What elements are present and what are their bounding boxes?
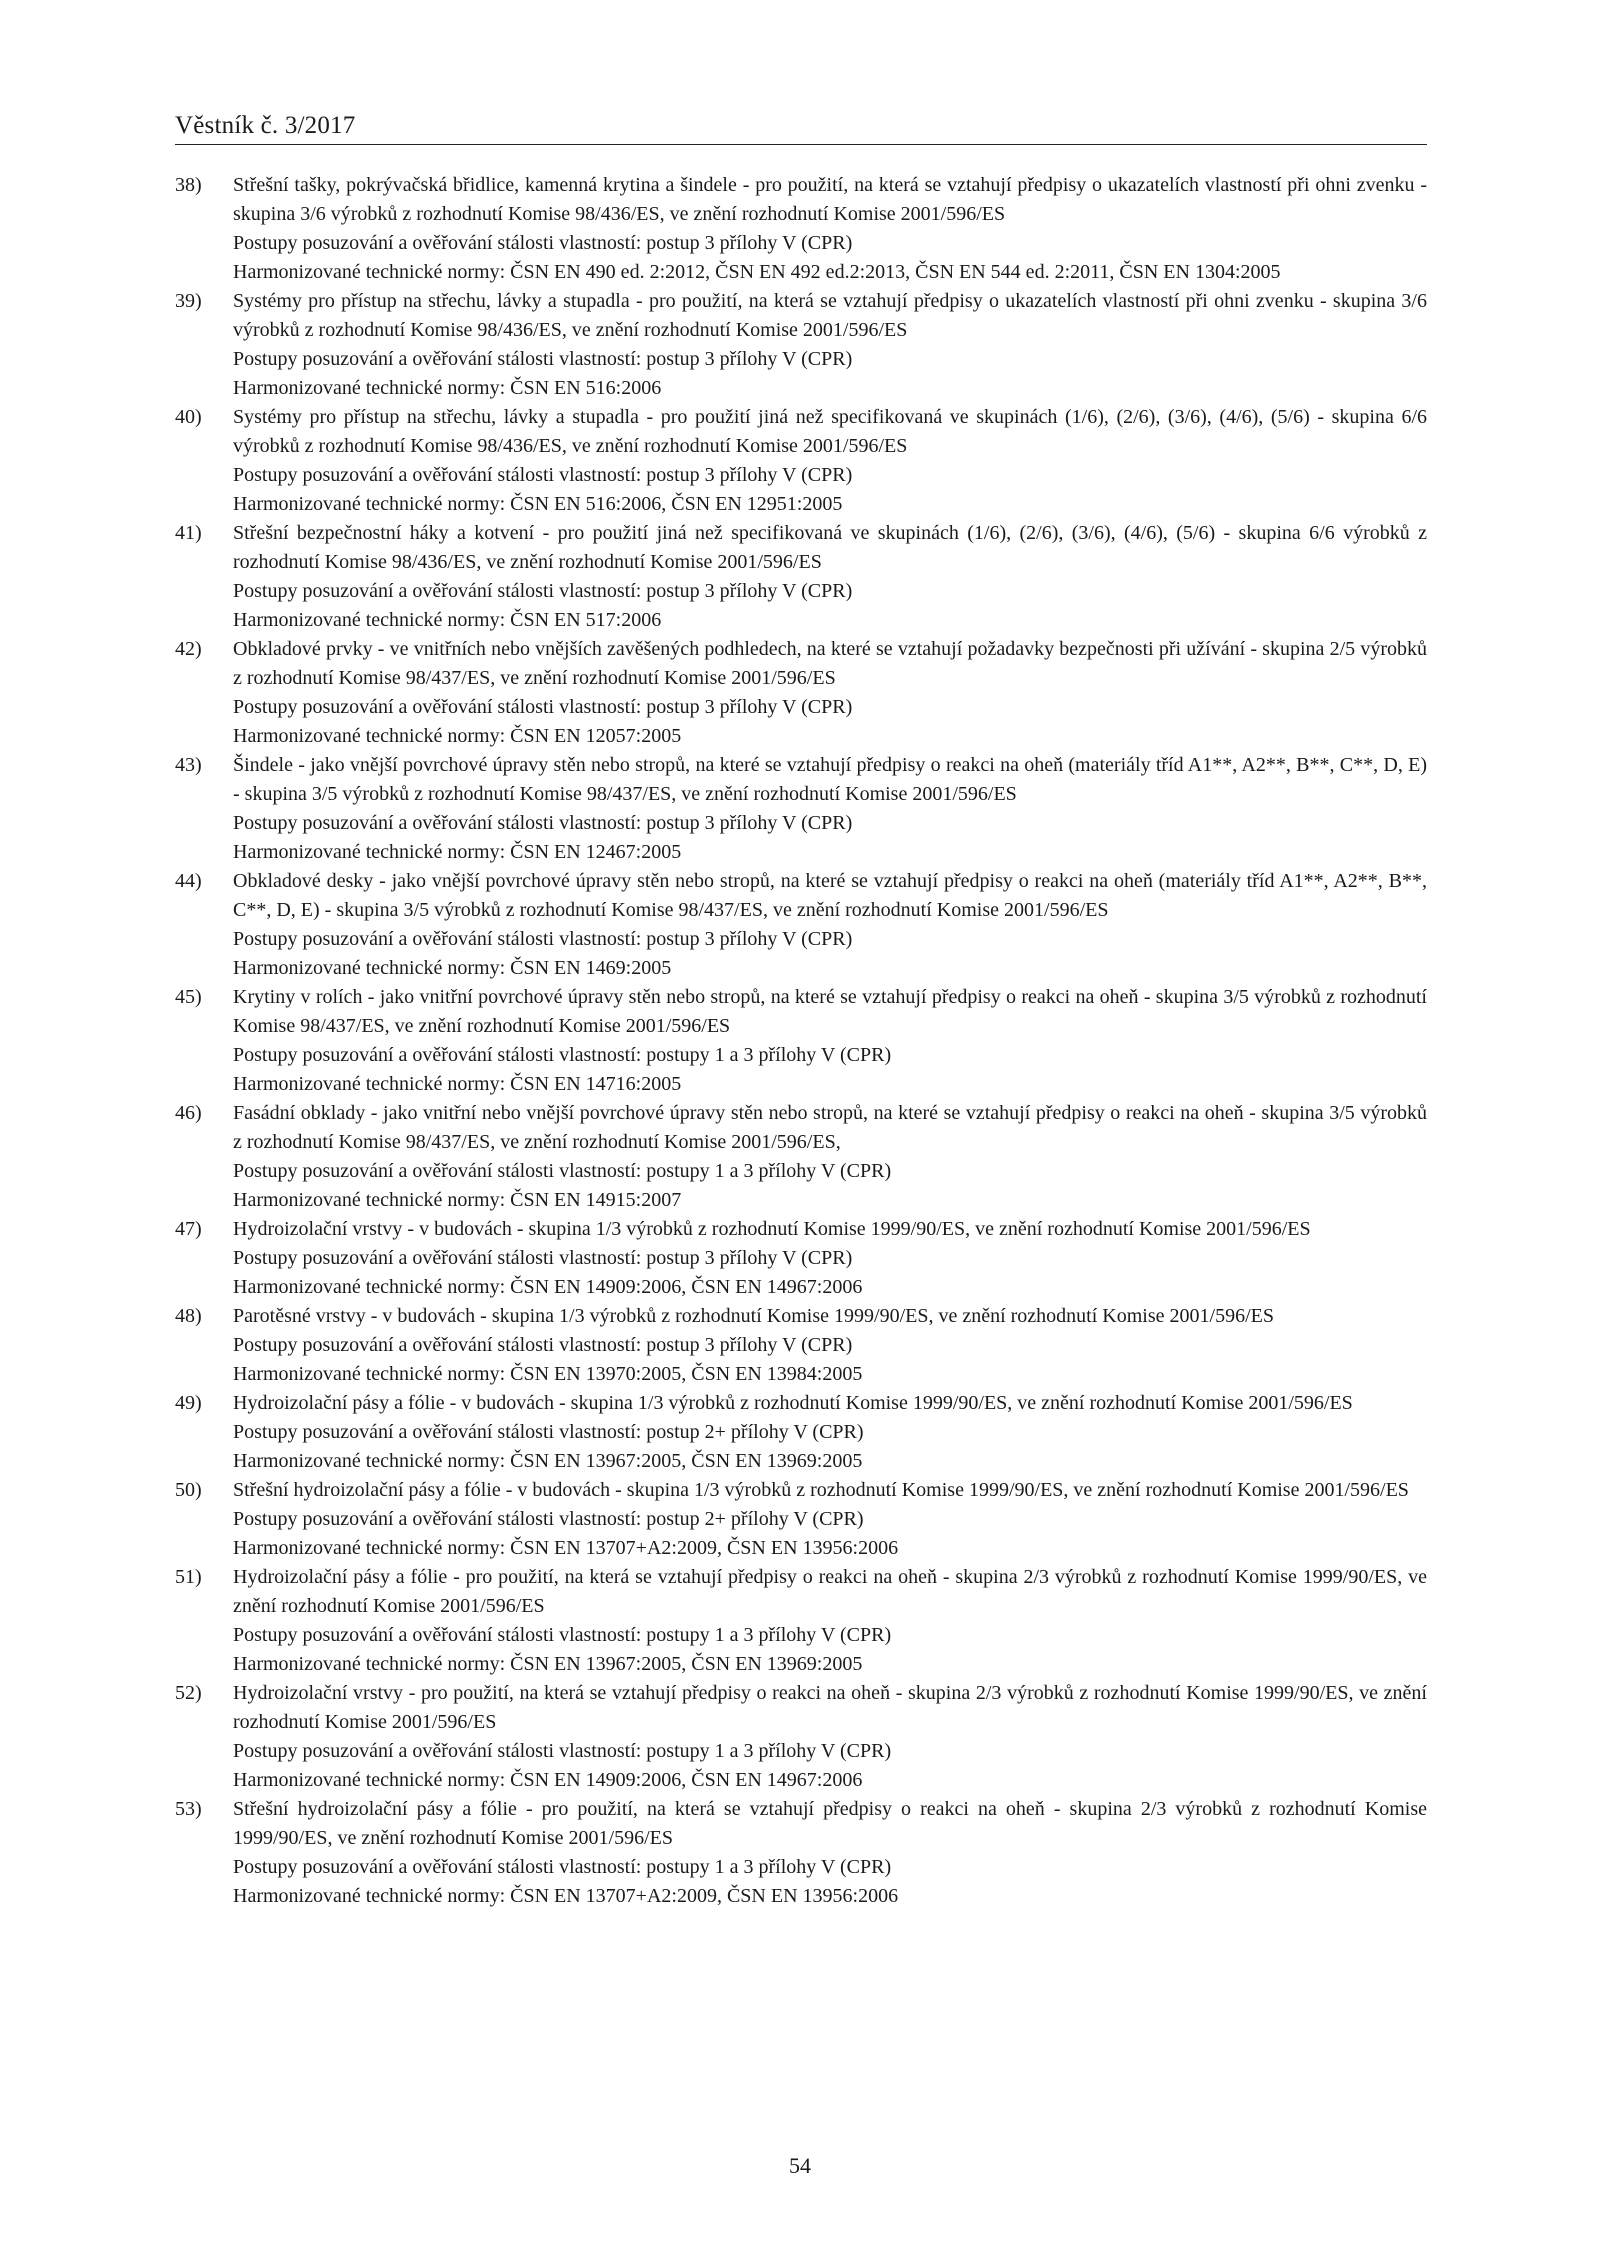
item-number: 43): [175, 754, 202, 776]
list-item: [175, 1563, 1427, 1679]
assessment-procedure: Postupy posuzování a ověřování stálosti vlastností: postupy 1 a 3 přílohy V (CPR): [233, 1624, 892, 1646]
item-body: [233, 287, 1427, 403]
item-description: Šindele - jako vnější povrchové úpravy stěn nebo stropů, na které se vztahují předpisy o reakci na oheň (materiály tříd A1**, A2**, B**, C**, D, E) - skupina 3/5 výrobků z rozhodnutí Komise 98/437/ES, ve znění rozhodnutí Komise 2001/596/ES: [233, 754, 1427, 805]
item-number: 41): [175, 522, 202, 544]
assessment-procedure: Postupy posuzování a ověřování stálosti vlastností: postup 2+ přílohy V (CPR): [233, 1508, 864, 1530]
item-body: [233, 1215, 1427, 1302]
assessment-procedure: Postupy posuzování a ověřování stálosti vlastností: postup 3 přílohy V (CPR): [233, 1334, 853, 1356]
assessment-procedure: Postupy posuzování a ověřování stálosti vlastností: postup 3 přílohy V (CPR): [233, 348, 853, 370]
item-number: 52): [175, 1682, 202, 1704]
harmonized-standards: Harmonizované technické normy: ČSN EN 516:2006, ČSN EN 12951:2005: [233, 493, 843, 515]
harmonized-standards: Harmonizované technické normy: ČSN EN 517:2006: [233, 609, 662, 631]
list-item: [175, 403, 1427, 519]
item-description: Parotěsné vrstvy - v budovách - skupina 1/3 výrobků z rozhodnutí Komise 1999/90/ES, ve znění rozhodnutí Komise 2001/596/ES: [233, 1305, 1274, 1327]
item-body: [233, 1302, 1427, 1389]
assessment-procedure: Postupy posuzování a ověřování stálosti vlastností: postupy 1 a 3 přílohy V (CPR): [233, 1740, 892, 1762]
item-body: [233, 867, 1427, 983]
harmonized-standards: Harmonizované technické normy: ČSN EN 12057:2005: [233, 725, 682, 747]
harmonized-standards: Harmonizované technické normy: ČSN EN 14716:2005: [233, 1073, 682, 1095]
page-number: 54: [789, 2153, 811, 2178]
item-description: Systémy pro přístup na střechu, lávky a stupadla - pro použití jiná než specifikovaná ve skupinách (1/6), (2/6), (3/6), (4/6), (5/6) - skupina 6/6 výrobků z rozhodnutí Komise 98/436/ES, ve znění rozhodnutí Komise 2001/596/ES: [233, 406, 1427, 457]
list-item: [175, 1679, 1427, 1795]
item-body: [233, 171, 1427, 287]
item-number: 40): [175, 406, 202, 428]
harmonized-standards: Harmonizované technické normy: ČSN EN 13707+A2:2009, ČSN EN 13956:2006: [233, 1885, 899, 1907]
item-number: 44): [175, 870, 202, 892]
item-number: 48): [175, 1305, 202, 1327]
assessment-procedure: Postupy posuzování a ověřování stálosti vlastností: postup 3 přílohy V (CPR): [233, 580, 853, 602]
item-body: [233, 1563, 1427, 1679]
assessment-procedure: Postupy posuzování a ověřování stálosti vlastností: postupy 1 a 3 přílohy V (CPR): [233, 1856, 892, 1878]
assessment-procedure: Postupy posuzování a ověřování stálosti vlastností: postup 3 přílohy V (CPR): [233, 1247, 853, 1269]
item-description: Střešní hydroizolační pásy a fólie - pro použití, na která se vztahují předpisy o reakci na oheň - skupina 2/3 výrobků z rozhodnutí Komise 1999/90/ES, ve znění rozhodnutí Komise 2001/596/ES: [233, 1798, 1427, 1849]
harmonized-standards: Harmonizované technické normy: ČSN EN 13707+A2:2009, ČSN EN 13956:2006: [233, 1537, 899, 1559]
item-description: Krytiny v rolích - jako vnitřní povrchové úpravy stěn nebo stropů, na které se vztahují předpisy o reakci na oheň - skupina 3/5 výrobků z rozhodnutí Komise 98/437/ES, ve znění rozhodnutí Komise 2001/596/ES: [233, 986, 1427, 1037]
item-description: Střešní bezpečnostní háky a kotvení - pro použití jiná než specifikovaná ve skupinách (1/6), (2/6), (3/6), (4/6), (5/6) - skupina 6/6 výrobků z rozhodnutí Komise 98/436/ES, ve znění rozhodnutí Komise 2001/596/ES: [233, 522, 1427, 573]
list-item: [175, 635, 1427, 751]
entry-list: [175, 171, 1427, 1911]
harmonized-standards: Harmonizované technické normy: ČSN EN 14909:2006, ČSN EN 14967:2006: [233, 1769, 863, 1791]
assessment-procedure: Postupy posuzování a ověřování stálosti vlastností: postup 3 přílohy V (CPR): [233, 464, 853, 486]
list-item: [175, 983, 1427, 1099]
item-number: 47): [175, 1218, 202, 1240]
list-item: [175, 171, 1427, 287]
page-footer: [0, 2153, 1600, 2179]
item-body: [233, 1795, 1427, 1911]
item-number: 51): [175, 1566, 202, 1588]
harmonized-standards: Harmonizované technické normy: ČSN EN 490 ed. 2:2012, ČSN EN 492 ed.2:2013, ČSN EN 544 ed. 2:2011, ČSN EN 1304:2005: [233, 261, 1281, 283]
harmonized-standards: Harmonizované technické normy: ČSN EN 12467:2005: [233, 841, 682, 863]
item-body: [233, 983, 1427, 1099]
list-item: [175, 1389, 1427, 1476]
list-item: [175, 519, 1427, 635]
list-item: [175, 751, 1427, 867]
item-description: Střešní tašky, pokrývačská břidlice, kamenná krytina a šindele - pro použití, na která se vztahují předpisy o ukazatelích vlastností při ohni zvenku - skupina 3/6 výrobků z rozhodnutí Komise 98/436/ES, ve znění rozhodnutí Komise 2001/596/ES: [233, 174, 1427, 225]
item-number: 50): [175, 1479, 202, 1501]
page-header: [175, 112, 1427, 145]
assessment-procedure: Postupy posuzování a ověřování stálosti vlastností: postup 3 přílohy V (CPR): [233, 232, 853, 254]
list-item: [175, 1215, 1427, 1302]
list-item: [175, 1302, 1427, 1389]
item-description: Hydroizolační pásy a fólie - pro použití, na která se vztahují předpisy o reakci na oheň - skupina 2/3 výrobků z rozhodnutí Komise 1999/90/ES, ve znění rozhodnutí Komise 2001/596/ES: [233, 1566, 1427, 1617]
item-description: Střešní hydroizolační pásy a fólie - v budovách - skupina 1/3 výrobků z rozhodnutí Komise 1999/90/ES, ve znění rozhodnutí Komise 2001/596/ES: [233, 1479, 1409, 1501]
item-description: Hydroizolační pásy a fólie - v budovách - skupina 1/3 výrobků z rozhodnutí Komise 1999/90/ES, ve znění rozhodnutí Komise 2001/596/ES: [233, 1392, 1353, 1414]
item-description: Fasádní obklady - jako vnitřní nebo vnější povrchové úpravy stěn nebo stropů, na které se vztahují předpisy o reakci na oheň - skupina 3/5 výrobků z rozhodnutí Komise 98/437/ES, ve znění rozhodnutí Komise 2001/596/ES,: [233, 1102, 1427, 1153]
assessment-procedure: Postupy posuzování a ověřování stálosti vlastností: postup 3 přílohy V (CPR): [233, 696, 853, 718]
list-item: [175, 867, 1427, 983]
item-number: 45): [175, 986, 202, 1008]
harmonized-standards: Harmonizované technické normy: ČSN EN 13967:2005, ČSN EN 13969:2005: [233, 1450, 863, 1472]
assessment-procedure: Postupy posuzování a ověřování stálosti vlastností: postupy 1 a 3 přílohy V (CPR): [233, 1044, 892, 1066]
assessment-procedure: Postupy posuzování a ověřování stálosti vlastností: postupy 1 a 3 přílohy V (CPR): [233, 1160, 892, 1182]
item-body: [233, 1389, 1427, 1476]
item-body: [233, 1476, 1427, 1563]
assessment-procedure: Postupy posuzování a ověřování stálosti vlastností: postup 2+ přílohy V (CPR): [233, 1421, 864, 1443]
item-body: [233, 1099, 1427, 1215]
item-description: Hydroizolační vrstvy - v budovách - skupina 1/3 výrobků z rozhodnutí Komise 1999/90/ES, ve znění rozhodnutí Komise 2001/596/ES: [233, 1218, 1311, 1240]
list-item: [175, 1795, 1427, 1911]
harmonized-standards: Harmonizované technické normy: ČSN EN 13970:2005, ČSN EN 13984:2005: [233, 1363, 863, 1385]
item-description: Systémy pro přístup na střechu, lávky a stupadla - pro použití, na která se vztahují předpisy o ukazatelích vlastností při ohni zvenku - skupina 3/6 výrobků z rozhodnutí Komise 98/436/ES, ve znění rozhodnutí Komise 2001/596/ES: [233, 290, 1427, 341]
harmonized-standards: Harmonizované technické normy: ČSN EN 1469:2005: [233, 957, 672, 979]
item-body: [233, 403, 1427, 519]
assessment-procedure: Postupy posuzování a ověřování stálosti vlastností: postup 3 přílohy V (CPR): [233, 928, 853, 950]
list-item: [175, 1476, 1427, 1563]
harmonized-standards: Harmonizované technické normy: ČSN EN 14915:2007: [233, 1189, 682, 1211]
item-body: [233, 1679, 1427, 1795]
assessment-procedure: Postupy posuzování a ověřování stálosti vlastností: postup 3 přílohy V (CPR): [233, 812, 853, 834]
item-description: Obkladové prvky - ve vnitřních nebo vnějších zavěšených podhledech, na které se vztahují požadavky bezpečnosti při užívání - skupina 2/5 výrobků z rozhodnutí Komise 98/437/ES, ve znění rozhodnutí Komise 2001/596/ES: [233, 638, 1427, 689]
list-item: [175, 1099, 1427, 1215]
item-number: 53): [175, 1798, 202, 1820]
item-body: [233, 635, 1427, 751]
item-description: Hydroizolační vrstvy - pro použití, na která se vztahují předpisy o reakci na oheň - skupina 2/3 výrobků z rozhodnutí Komise 1999/90/ES, ve znění rozhodnutí Komise 2001/596/ES: [233, 1682, 1427, 1733]
item-body: [233, 751, 1427, 867]
list-item: [175, 287, 1427, 403]
item-number: 38): [175, 174, 202, 196]
item-number: 49): [175, 1392, 202, 1414]
harmonized-standards: Harmonizované technické normy: ČSN EN 13967:2005, ČSN EN 13969:2005: [233, 1653, 863, 1675]
item-description: Obkladové desky - jako vnější povrchové úpravy stěn nebo stropů, na které se vztahují předpisy o reakci na oheň (materiály tříd A1**, A2**, B**, C**, D, E) - skupina 3/5 výrobků z rozhodnutí Komise 98/437/ES, ve znění rozhodnutí Komise 2001/596/ES: [233, 870, 1427, 921]
item-number: 39): [175, 290, 202, 312]
item-body: [233, 519, 1427, 635]
journal-title: Věstník č. 3/2017: [175, 112, 356, 139]
item-number: 42): [175, 638, 202, 660]
harmonized-standards: Harmonizované technické normy: ČSN EN 516:2006: [233, 377, 662, 399]
harmonized-standards: Harmonizované technické normy: ČSN EN 14909:2006, ČSN EN 14967:2006: [233, 1276, 863, 1298]
item-number: 46): [175, 1102, 202, 1124]
